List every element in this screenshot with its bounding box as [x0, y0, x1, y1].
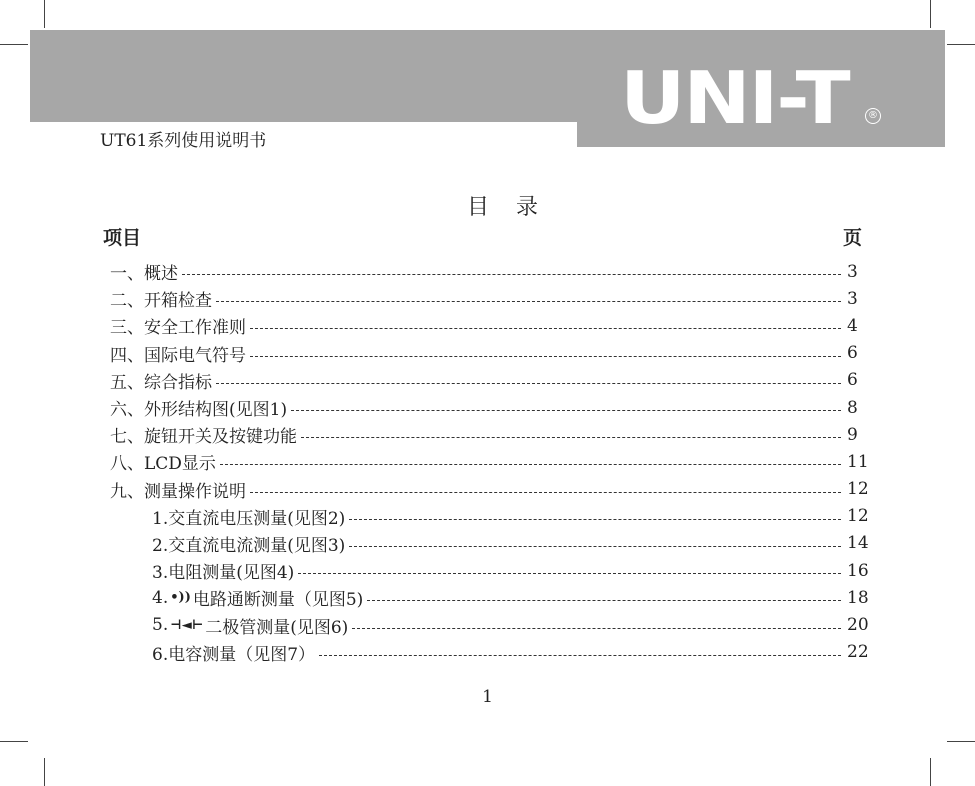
crop-mark [947, 741, 975, 742]
toc-entry-page: 3 [847, 288, 858, 309]
dotted-leader [216, 301, 841, 302]
continuity-icon: •)) [170, 590, 191, 606]
crop-mark [44, 758, 45, 786]
toc-entry-page: 16 [847, 560, 869, 581]
toc-entry-prefix: 4. [152, 587, 169, 608]
toc-entry-text: 二、开箱检查 [110, 291, 212, 312]
dotted-leader [250, 356, 841, 357]
toc-entry-page: 20 [847, 615, 869, 636]
dotted-leader [349, 519, 841, 520]
toc-entry-page: 8 [847, 397, 858, 418]
toc-entry-page: 18 [847, 587, 869, 608]
toc-entry-label [110, 286, 212, 311]
toc-entry-text: 九、测量操作说明 [110, 481, 246, 502]
toc-entry-page: 12 [847, 479, 869, 500]
diode-icon: ⊣◄⊢ [170, 617, 204, 633]
registered-mark-icon: ® [865, 108, 881, 124]
toc-entry-label [152, 531, 345, 556]
crop-mark [930, 0, 931, 28]
dotted-leader [216, 383, 841, 384]
toc-entry-page: 6 [847, 370, 858, 391]
toc-entry[interactable] [110, 448, 873, 475]
toc-entry-label [152, 504, 345, 529]
crop-mark [44, 0, 45, 28]
dotted-leader [301, 437, 841, 438]
toc-entry-text: 七、旋钮开关及按键功能 [110, 427, 297, 448]
toc-entry[interactable] [110, 639, 873, 666]
toc-entry-label [110, 449, 216, 474]
toc-entry-text: 3.电阻测量(见图4) [152, 563, 295, 584]
toc-entry-label [110, 341, 246, 366]
toc-entry-label [152, 558, 294, 583]
dotted-leader [349, 546, 841, 547]
toc-entry[interactable] [110, 557, 873, 584]
dotted-leader [291, 410, 841, 411]
toc-entry-text: 六、外形结构图(见图1) [110, 400, 288, 421]
crop-mark [0, 44, 28, 45]
crop-mark [0, 741, 28, 742]
page-number: 1 [482, 687, 493, 707]
toc-entry-page: 14 [847, 533, 869, 554]
dotted-leader [298, 573, 841, 574]
toc-entry[interactable] [110, 285, 873, 312]
toc-entry-text: 2.交直流电流测量(见图3) [152, 535, 346, 556]
dotted-leader [352, 628, 841, 629]
toc-entry[interactable] [110, 312, 873, 339]
toc-entry-text: 八、LCD显示 [110, 454, 216, 475]
toc-entry-label [152, 640, 315, 665]
toc-entry-prefix: 5. [152, 615, 169, 636]
dotted-leader [367, 600, 841, 601]
toc-entry-page: 4 [847, 315, 858, 336]
toc-entry[interactable] [110, 258, 873, 285]
crop-mark [947, 44, 975, 45]
toc-entry-label [110, 422, 297, 447]
toc-entry-page: 22 [847, 642, 869, 663]
toc-entry-label [110, 259, 178, 284]
toc-entry-label [110, 395, 287, 420]
dotted-leader [250, 492, 841, 493]
toc-entry-text: 三、安全工作准则 [110, 318, 246, 339]
toc-entry-text: 电路通断测量（见图5) [192, 590, 364, 611]
column-head-page: 页 [843, 227, 863, 249]
toc-entry-label [152, 585, 363, 610]
toc-entry-page: 11 [847, 451, 869, 472]
toc-entry-label [110, 368, 212, 393]
toc-entry-text: 二极管测量(见图6) [205, 617, 349, 638]
toc-entry-text: 一、概述 [110, 264, 178, 285]
toc-entry[interactable] [110, 611, 873, 638]
toc-entry[interactable] [110, 394, 873, 421]
brand-logo: UNI-T [620, 56, 849, 140]
toc-entry-page: 3 [847, 261, 858, 282]
column-head-item: 项目 [103, 227, 142, 249]
toc-entry-label [110, 477, 246, 502]
toc-entry[interactable] [110, 340, 873, 367]
toc-entry-text: 1.交直流电压测量(见图2) [152, 508, 346, 529]
toc-entry[interactable] [110, 421, 873, 448]
toc-entry-page: 6 [847, 343, 858, 364]
dotted-leader [220, 464, 841, 465]
toc-title: 目 录 [467, 195, 548, 220]
dotted-leader [319, 655, 841, 656]
crop-mark [930, 758, 931, 786]
toc-entry-text: 6.电容测量（见图7） [152, 644, 316, 665]
toc-entry-page: 9 [847, 424, 858, 445]
toc-entry[interactable] [110, 476, 873, 503]
toc-entry-text: 五、综合指标 [110, 372, 212, 393]
dotted-leader [250, 328, 841, 329]
toc-entry[interactable] [110, 367, 873, 394]
manual-title: UT61系列使用说明书 [100, 131, 267, 151]
toc-entry-text: 四、国际电气符号 [110, 345, 246, 366]
toc-entry[interactable] [110, 530, 873, 557]
toc-entry-page: 12 [847, 506, 869, 527]
toc-list [110, 258, 873, 666]
toc-entry[interactable] [110, 503, 873, 530]
toc-entry[interactable] [110, 584, 873, 611]
toc-entry-label [152, 613, 348, 638]
dotted-leader [182, 274, 841, 275]
toc-entry-label [110, 313, 246, 338]
